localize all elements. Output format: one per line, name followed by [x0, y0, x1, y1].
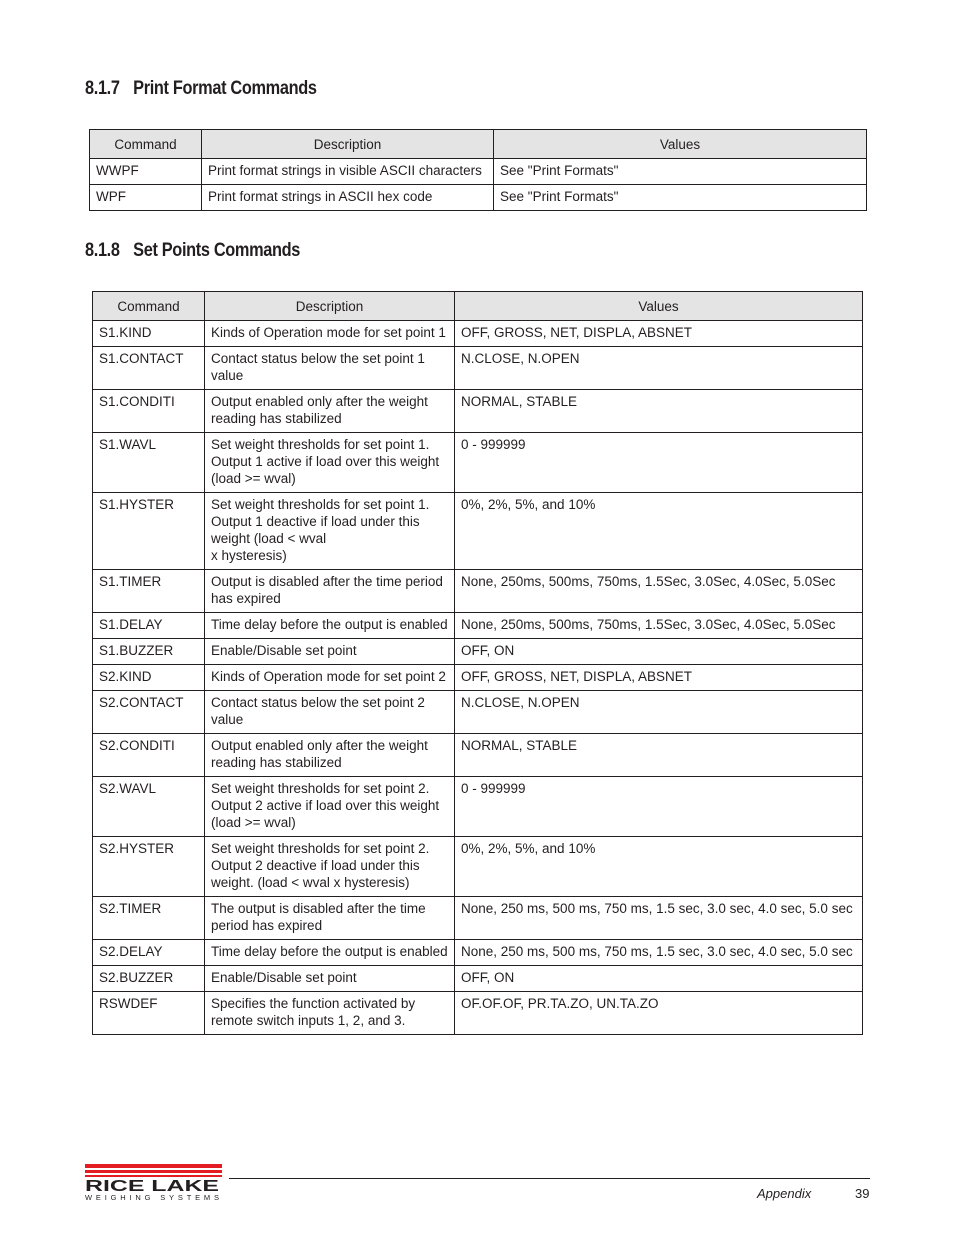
- values-cell: OFF, ON: [455, 639, 863, 665]
- values-cell: See "Print Formats": [494, 185, 867, 211]
- values-cell: None, 250ms, 500ms, 750ms, 1.5Sec, 3.0Sec, 4.0Sec, 5.0Sec: [455, 613, 863, 639]
- table-header-row: [90, 130, 867, 159]
- description-cell: Time delay before the output is enabled: [205, 613, 455, 639]
- description-cell: Print format strings in visible ASCII characters: [202, 159, 494, 185]
- table-row: [93, 639, 863, 665]
- command-cell: S1.CONDITI: [93, 390, 205, 433]
- values-cell: N.CLOSE, N.OPEN: [455, 691, 863, 734]
- values-cell: None, 250 ms, 500 ms, 750 ms, 1.5 sec, 3.0 sec, 4.0 sec, 5.0 sec: [455, 940, 863, 966]
- command-cell: WPF: [90, 185, 202, 211]
- section-number: 8.1.8: [85, 240, 120, 261]
- command-cell: S1.CONTACT: [93, 347, 205, 390]
- description-cell: Set weight thresholds for set point 1. Output 1 deactive if load under this weight (load < wval x hysteresis): [205, 493, 455, 570]
- description-cell: Output enabled only after the weight reading has stabilized: [205, 390, 455, 433]
- column-header: Command: [93, 292, 205, 321]
- command-cell: S1.DELAY: [93, 613, 205, 639]
- footer-rule: [229, 1178, 870, 1179]
- column-header: Description: [205, 292, 455, 321]
- table-row: [93, 347, 863, 390]
- table-row: [93, 837, 863, 897]
- description-cell: Output is disabled after the time period has expired: [205, 570, 455, 613]
- table-row: [93, 390, 863, 433]
- command-cell: S2.CONDITI: [93, 734, 205, 777]
- command-cell: S2.HYSTER: [93, 837, 205, 897]
- description-cell: Time delay before the output is enabled: [205, 940, 455, 966]
- table-row: [93, 897, 863, 940]
- table-row: [90, 185, 867, 211]
- command-cell: S2.BUZZER: [93, 966, 205, 992]
- command-cell: S1.WAVL: [93, 433, 205, 493]
- description-cell: Contact status below the set point 1 value: [205, 347, 455, 390]
- column-header: Values: [494, 130, 867, 159]
- table-row: [93, 433, 863, 493]
- table-row: [93, 321, 863, 347]
- column-header: Values: [455, 292, 863, 321]
- section-heading-8-1-8: [85, 240, 300, 262]
- description-cell: Set weight thresholds for set point 2. Output 2 active if load over this weight (load >= wval): [205, 777, 455, 837]
- table-row: [93, 966, 863, 992]
- description-cell: Kinds of Operation mode for set point 1: [205, 321, 455, 347]
- values-cell: OFF, GROSS, NET, DISPLA, ABSNET: [455, 321, 863, 347]
- table-header-row: [93, 292, 863, 321]
- table-row: [93, 992, 863, 1035]
- values-cell: OFF, ON: [455, 966, 863, 992]
- column-header: Command: [90, 130, 202, 159]
- values-cell: None, 250ms, 500ms, 750ms, 1.5Sec, 3.0Sec, 4.0Sec, 5.0Sec: [455, 570, 863, 613]
- rice-lake-logo: [85, 1164, 222, 1202]
- section-number: 8.1.7: [85, 78, 120, 99]
- table-row: [93, 940, 863, 966]
- values-cell: NORMAL, STABLE: [455, 734, 863, 777]
- table-row: [93, 691, 863, 734]
- values-cell: OF.OF.OF, PR.TA.ZO, UN.TA.ZO: [455, 992, 863, 1035]
- logo-bars: [85, 1164, 222, 1177]
- column-header: Description: [202, 130, 494, 159]
- description-cell: Enable/Disable set point: [205, 639, 455, 665]
- description-cell: Set weight thresholds for set point 2. Output 2 deactive if load under this weight. (load < wval x hysteresis): [205, 837, 455, 897]
- command-cell: WWPF: [90, 159, 202, 185]
- command-cell: S2.DELAY: [93, 940, 205, 966]
- command-cell: S1.HYSTER: [93, 493, 205, 570]
- description-cell: Output enabled only after the weight reading has stabilized: [205, 734, 455, 777]
- values-cell: 0%, 2%, 5%, and 10%: [455, 837, 863, 897]
- table-row: [93, 493, 863, 570]
- command-cell: S2.TIMER: [93, 897, 205, 940]
- values-cell: See "Print Formats": [494, 159, 867, 185]
- table-row: [90, 159, 867, 185]
- footer-section-label: Appendix: [757, 1186, 812, 1201]
- logo-wordmark: RICE LAKE: [85, 1178, 219, 1195]
- page-number: 39: [855, 1186, 870, 1201]
- values-cell: 0 - 999999: [455, 433, 863, 493]
- description-cell: Contact status below the set point 2 value: [205, 691, 455, 734]
- section-heading-8-1-7: [85, 78, 317, 100]
- values-cell: None, 250 ms, 500 ms, 750 ms, 1.5 sec, 3.0 sec, 4.0 sec, 5.0 sec: [455, 897, 863, 940]
- table-row: [93, 665, 863, 691]
- values-cell: N.CLOSE, N.OPEN: [455, 347, 863, 390]
- values-cell: OFF, GROSS, NET, DISPLA, ABSNET: [455, 665, 863, 691]
- values-cell: 0 - 999999: [455, 777, 863, 837]
- logo-tagline: WEIGHING SYSTEMS: [85, 1193, 219, 1202]
- section-title: Print Format Commands: [133, 78, 317, 99]
- values-cell: NORMAL, STABLE: [455, 390, 863, 433]
- table-row: [93, 613, 863, 639]
- command-cell: S1.KIND: [93, 321, 205, 347]
- command-cell: S2.WAVL: [93, 777, 205, 837]
- command-cell: S2.CONTACT: [93, 691, 205, 734]
- description-cell: Set weight thresholds for set point 1. Output 1 active if load over this weight (load >= wval): [205, 433, 455, 493]
- description-cell: Enable/Disable set point: [205, 966, 455, 992]
- command-cell: RSWDEF: [93, 992, 205, 1035]
- section-title: Set Points Commands: [133, 240, 301, 261]
- description-cell: Kinds of Operation mode for set point 2: [205, 665, 455, 691]
- description-cell: Specifies the function activated by remote switch inputs 1, 2, and 3.: [205, 992, 455, 1035]
- table-row: [93, 734, 863, 777]
- print-format-commands-table: [89, 129, 867, 211]
- command-cell: S1.BUZZER: [93, 639, 205, 665]
- table-row: [93, 570, 863, 613]
- command-cell: S2.KIND: [93, 665, 205, 691]
- table-row: [93, 777, 863, 837]
- set-points-commands-table: [92, 291, 863, 1035]
- command-cell: S1.TIMER: [93, 570, 205, 613]
- values-cell: 0%, 2%, 5%, and 10%: [455, 493, 863, 570]
- description-cell: Print format strings in ASCII hex code: [202, 185, 494, 211]
- description-cell: The output is disabled after the time period has expired: [205, 897, 455, 940]
